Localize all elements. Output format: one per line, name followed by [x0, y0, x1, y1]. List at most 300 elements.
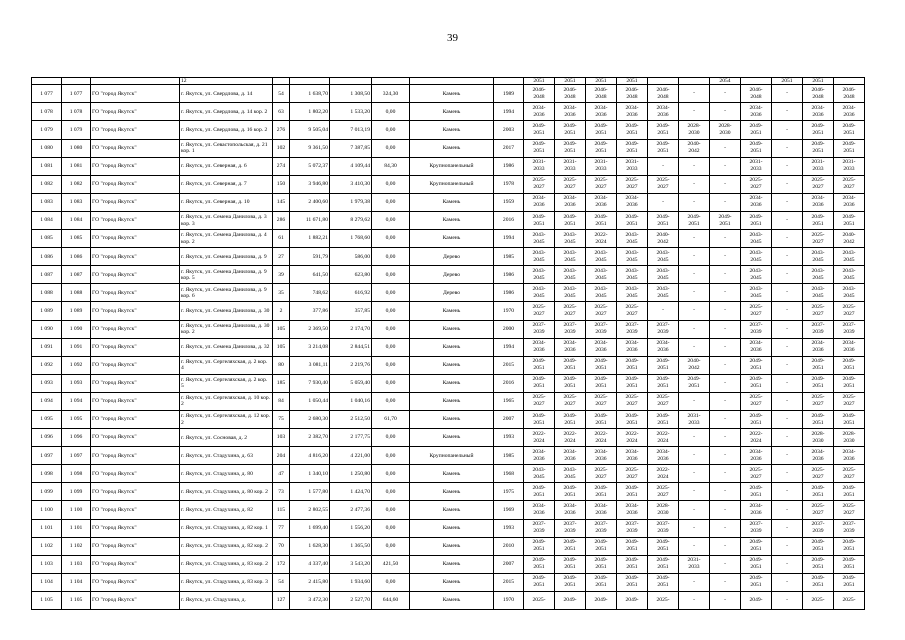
- municipality-cell: ГО "город Якутск": [91, 392, 180, 410]
- repair-period-cell: 2049- 2051: [586, 483, 617, 501]
- total-area-cell: 1 802,20: [290, 103, 330, 121]
- total-area-cell: 3 214,08: [290, 338, 330, 356]
- repair-period-cell: 2049- 2051: [803, 410, 834, 428]
- living-area-cell: 3 543,20: [330, 555, 372, 573]
- residents-cell: 77: [273, 519, 290, 537]
- repair-period-cell: 2049- 2051: [834, 410, 865, 428]
- object-number-cell: 1 078: [62, 103, 91, 121]
- row-number-cell: 1 103: [32, 555, 62, 573]
- build-year-cell: 1985: [494, 447, 524, 465]
- wall-material-cell: Камень: [410, 338, 494, 356]
- repair-period-cell: -: [772, 85, 803, 103]
- repair-period-cell: 2025-: [648, 591, 679, 609]
- repair-period-cell: 2025- 2027: [834, 175, 865, 193]
- nonliving-area-cell: 0,00: [372, 266, 410, 284]
- repair-period-cell: -: [772, 302, 803, 320]
- repair-period-cell: 2034- 2036: [648, 103, 679, 121]
- wall-material-cell: Камень: [410, 374, 494, 392]
- repair-period-cell: -: [710, 193, 741, 211]
- municipality-cell: ГО "город Якутск": [91, 302, 180, 320]
- municipality-cell: ГО "город Якутск": [91, 429, 180, 447]
- repair-period-cell: 2043- 2045: [617, 248, 648, 266]
- living-area-cell: 1 979,38: [330, 193, 372, 211]
- repair-period-cell: 2034- 2036: [741, 338, 772, 356]
- living-area-cell: 1 934,60: [330, 573, 372, 591]
- living-area-cell: 2 174,70: [330, 320, 372, 338]
- table-row: [32, 193, 865, 211]
- repair-period-cell: 2025- 2027: [834, 501, 865, 519]
- residents-cell: 103: [273, 429, 290, 447]
- living-area-cell: 2 477,36: [330, 501, 372, 519]
- repair-period-cell: 2034- 2036: [555, 501, 586, 519]
- repair-period-cell: 2049- 2051: [803, 555, 834, 573]
- residents-cell: 35: [273, 284, 290, 302]
- repair-period-cell: -: [679, 501, 710, 519]
- repair-period-cell: 2031- 2033: [679, 410, 710, 428]
- repair-period-cell: 2043- 2045: [741, 284, 772, 302]
- row-number-cell: 1 078: [32, 103, 62, 121]
- repair-period-cell: 2043- 2045: [586, 248, 617, 266]
- repair-period-cell: 2037- 2039: [741, 519, 772, 537]
- object-number-cell: 1 105: [62, 591, 91, 609]
- repair-period-cell: 2037- 2039: [524, 320, 555, 338]
- repair-period-cell: 2049- 2051: [648, 121, 679, 139]
- table-row: [32, 374, 865, 392]
- repair-period-cell: 2040- 2042: [679, 139, 710, 157]
- residents-cell: 27: [273, 248, 290, 266]
- repair-period-cell: 2049- 2051: [648, 410, 679, 428]
- repair-period-cell: 2034- 2036: [617, 338, 648, 356]
- total-area-cell: 1 340,10: [290, 465, 330, 483]
- object-number-cell: 1 087: [62, 266, 91, 284]
- wall-material-cell: Камень: [410, 103, 494, 121]
- repair-period-cell: 2025- 2027: [741, 302, 772, 320]
- repair-period-cell: 2031- 2033: [679, 555, 710, 573]
- nonliving-area-cell: 0,00: [372, 465, 410, 483]
- repair-period-cell: -: [679, 193, 710, 211]
- address-cell: г. Якутск, ул. Севастопольская, д. 21 кор. 1: [180, 139, 273, 157]
- repair-period-cell: 2034- 2036: [834, 447, 865, 465]
- repair-period-cell: -: [772, 537, 803, 555]
- repair-period-cell: -: [679, 284, 710, 302]
- repair-period-cell: 2025- 2027: [524, 392, 555, 410]
- repair-period-cell: 2037- 2039: [803, 320, 834, 338]
- address-cell: г. Якутск, ул. Стадухина, д.: [180, 591, 273, 609]
- repair-period-cell: 2043- 2045: [834, 266, 865, 284]
- address-cell: г. Якутск, ул. Свердлова, д. 14 кор. 2: [180, 103, 273, 121]
- repair-period-cell: 2049- 2051: [586, 537, 617, 555]
- object-number-cell: 1 104: [62, 573, 91, 591]
- repair-period-cell: 2046- 2048: [834, 85, 865, 103]
- municipality-cell: ГО "город Якутск": [91, 85, 180, 103]
- row-number-cell: 1 088: [32, 284, 62, 302]
- year-cell: [741, 78, 772, 85]
- repair-period-cell: 2031- 2033: [741, 157, 772, 175]
- repair-period-cell: 2049- 2051: [803, 573, 834, 591]
- repair-period-cell: 2049- 2051: [648, 537, 679, 555]
- table-row: [32, 175, 865, 193]
- build-year-cell: 1965: [494, 392, 524, 410]
- table-row: [32, 410, 865, 428]
- repair-period-cell: 2049- 2051: [524, 573, 555, 591]
- row-number-cell: 1 098: [32, 465, 62, 483]
- municipality-cell: ГО "город Якутск": [91, 139, 180, 157]
- repair-period-cell: -: [772, 483, 803, 501]
- table-row: [32, 157, 865, 175]
- build-year-cell: 1985: [494, 248, 524, 266]
- municipality-cell: ГО "город Якутск": [91, 175, 180, 193]
- build-year-cell: 2010: [494, 537, 524, 555]
- table-row: [32, 465, 865, 483]
- repair-period-cell: 2025- 2027: [803, 501, 834, 519]
- repair-period-cell: 2031- 2033: [586, 157, 617, 175]
- wall-material-cell: Дерево: [410, 248, 494, 266]
- address-cell: г. Якутск, ул. Сергеляхская, д. 12 кор. 2: [180, 410, 273, 428]
- repair-period-cell: -: [679, 573, 710, 591]
- residents-cell: 39: [273, 266, 290, 284]
- repair-period-cell: -: [772, 211, 803, 229]
- repair-period-cell: 2034- 2036: [803, 193, 834, 211]
- living-area-cell: 357,85: [330, 302, 372, 320]
- repair-period-cell: -: [679, 248, 710, 266]
- residents-cell: 61: [273, 230, 290, 248]
- repair-period-cell: 2040- 2042: [679, 356, 710, 374]
- repair-period-cell: 2034- 2036: [803, 447, 834, 465]
- repair-period-cell: 2043- 2045: [524, 248, 555, 266]
- repair-period-cell: 2049- 2051: [617, 483, 648, 501]
- build-year-cell: 1986: [494, 266, 524, 284]
- municipality-cell: ГО "город Якутск": [91, 121, 180, 139]
- row-number-cell: 1 092: [32, 356, 62, 374]
- table-row: [32, 519, 865, 537]
- address-cell: г. Якутск, ул. Стадухина, д. 83 кор. 3: [180, 573, 273, 591]
- repair-period-cell: 2025- 2027: [617, 392, 648, 410]
- residents-cell: 102: [273, 139, 290, 157]
- nonliving-area-cell: 324,30: [372, 85, 410, 103]
- repair-period-cell: 2031- 2033: [524, 157, 555, 175]
- total-area-cell: 9 505,04: [290, 121, 330, 139]
- address-cell: г. Якутск, ул. Семена Данилова, д. 32: [180, 338, 273, 356]
- repair-period-cell: 2049-: [617, 591, 648, 609]
- build-year-cell: 2017: [494, 139, 524, 157]
- repair-period-cell: 2049- 2051: [648, 374, 679, 392]
- build-year-cell: 2016: [494, 374, 524, 392]
- repair-period-cell: 2043- 2045: [741, 266, 772, 284]
- repair-period-cell: 2046- 2048: [803, 85, 834, 103]
- nonliving-area-cell: 0,00: [372, 374, 410, 392]
- repair-period-cell: -: [710, 266, 741, 284]
- repair-period-cell: -: [772, 248, 803, 266]
- repair-period-cell: 2028- 2030: [679, 121, 710, 139]
- repair-period-cell: 2049- 2051: [617, 139, 648, 157]
- row-number-cell: 1 086: [32, 248, 62, 266]
- repair-period-cell: -: [772, 356, 803, 374]
- repair-period-cell: 2049- 2051: [555, 555, 586, 573]
- repair-period-cell: 2046- 2048: [524, 85, 555, 103]
- repair-period-cell: 2034- 2036: [555, 447, 586, 465]
- build-year-cell: 2015: [494, 356, 524, 374]
- repair-period-cell: 2034- 2036: [803, 338, 834, 356]
- total-area-cell: 3 081,11: [290, 356, 330, 374]
- wall-material-cell: Камень: [410, 121, 494, 139]
- repair-period-cell: 2037- 2039: [617, 519, 648, 537]
- living-area-cell: 2 844,51: [330, 338, 372, 356]
- repair-period-cell: 2049- 2051: [586, 121, 617, 139]
- total-area-cell: 2 680,30: [290, 410, 330, 428]
- table-row: [32, 591, 865, 609]
- repair-period-cell: -: [772, 284, 803, 302]
- repair-period-cell: 2043- 2045: [741, 248, 772, 266]
- repair-period-cell: -: [648, 193, 679, 211]
- nonliving-area-cell: 421,50: [372, 555, 410, 573]
- repair-period-cell: -: [772, 103, 803, 121]
- repair-period-cell: 2034- 2036: [741, 103, 772, 121]
- repair-period-cell: 2025- 2027: [648, 392, 679, 410]
- municipality-cell: ГО "город Якутск": [91, 465, 180, 483]
- build-year-cell: 2015: [494, 573, 524, 591]
- repair-period-cell: 2049- 2051: [586, 211, 617, 229]
- total-area-cell: 3 946,80: [290, 175, 330, 193]
- repair-period-cell: 2049- 2051: [648, 139, 679, 157]
- repair-period-cell: 2037- 2039: [586, 519, 617, 537]
- nonliving-area-cell: 0,00: [372, 193, 410, 211]
- row-number-cell: 1 093: [32, 374, 62, 392]
- address-cell: г. Якутск, ул. Стадухина, д. 80 кор. 2: [180, 483, 273, 501]
- repair-period-cell: 2034- 2036: [586, 338, 617, 356]
- repair-period-cell: 2034- 2036: [555, 103, 586, 121]
- repair-period-cell: 2037- 2039: [617, 320, 648, 338]
- repair-period-cell: 2025- 2027: [803, 392, 834, 410]
- repair-period-cell: 2049- 2051: [617, 211, 648, 229]
- repair-period-cell: -: [679, 429, 710, 447]
- repair-period-cell: 2025- 2027: [586, 302, 617, 320]
- wall-material-cell: Камень: [410, 410, 494, 428]
- repair-period-cell: -: [772, 193, 803, 211]
- nonliving-area-cell: 0,00: [372, 429, 410, 447]
- object-number-cell: 1 083: [62, 193, 91, 211]
- repair-period-cell: -: [710, 573, 741, 591]
- repair-period-cell: 2049- 2051: [617, 121, 648, 139]
- build-year-cell: 2003: [494, 121, 524, 139]
- repair-period-cell: 2037- 2039: [834, 320, 865, 338]
- repair-period-cell: 2049- 2051: [834, 374, 865, 392]
- address-cell: г. Якутск, ул. Сергеляхская, д. 2 кор. 5: [180, 374, 273, 392]
- object-number-cell: 1 098: [62, 465, 91, 483]
- repair-period-cell: 2037- 2039: [648, 320, 679, 338]
- living-area-cell: 623,80: [330, 266, 372, 284]
- wall-material-cell: Камень: [410, 483, 494, 501]
- repair-period-cell: -: [679, 537, 710, 555]
- total-area-cell: 1 699,40: [290, 519, 330, 537]
- repair-period-cell: 2049- 2051: [555, 483, 586, 501]
- repair-period-cell: 2043- 2045: [834, 248, 865, 266]
- living-area-cell: 2 527,70: [330, 591, 372, 609]
- nonliving-area-cell: 0,00: [372, 392, 410, 410]
- wall-material-cell: Крупнопанельный: [410, 447, 494, 465]
- repair-period-cell: 2049- 2051: [834, 356, 865, 374]
- row-number-cell: 1 102: [32, 537, 62, 555]
- residents-cell: 127: [273, 591, 290, 609]
- repair-period-cell: -: [648, 302, 679, 320]
- table-row: [32, 266, 865, 284]
- table-row: [32, 537, 865, 555]
- repair-period-cell: 2043- 2045: [648, 284, 679, 302]
- repair-period-cell: 2043- 2045: [524, 230, 555, 248]
- address-cell: г. Якутск, ул. Семена Данилова, д. 4 кор. 2: [180, 230, 273, 248]
- nonliving-area-cell: 0,00: [372, 483, 410, 501]
- repair-period-cell: 2049- 2051: [741, 537, 772, 555]
- nonliving-area-cell: 0,00: [372, 501, 410, 519]
- row-number-cell: 1 090: [32, 320, 62, 338]
- repair-period-cell: 2043- 2045: [803, 284, 834, 302]
- repair-period-cell: 2049-: [555, 591, 586, 609]
- row-number-cell: 1 077: [32, 85, 62, 103]
- repair-period-cell: 2049- 2051: [803, 139, 834, 157]
- repair-period-cell: 2049- 2051: [617, 374, 648, 392]
- repair-period-cell: 2043- 2045: [555, 284, 586, 302]
- repair-period-cell: 2025- 2027: [741, 392, 772, 410]
- repair-period-cell: 2049- 2051: [834, 537, 865, 555]
- total-area-cell: 5 072,37: [290, 157, 330, 175]
- residents-cell: 54: [273, 85, 290, 103]
- repair-period-cell: 2037- 2039: [524, 519, 555, 537]
- address-cell: г. Якутск, ул. Семена Данилова, д. 9 кор. 6: [180, 284, 273, 302]
- object-number-cell: 1 103: [62, 555, 91, 573]
- nonliving-area-cell: 0,00: [372, 519, 410, 537]
- repair-period-cell: -: [772, 139, 803, 157]
- repair-period-cell: 2037- 2039: [555, 320, 586, 338]
- repair-period-cell: 2034- 2036: [741, 501, 772, 519]
- repair-period-cell: -: [679, 266, 710, 284]
- living-area-cell: 586,00: [330, 248, 372, 266]
- wall-material-cell: Камень: [410, 519, 494, 537]
- repair-period-cell: 2040- 2042: [648, 230, 679, 248]
- repair-period-cell: 2028- 2030: [648, 501, 679, 519]
- repair-period-cell: 2049-: [741, 591, 772, 609]
- municipality-cell: ГО "город Якутск": [91, 338, 180, 356]
- total-area-cell: 11 671,80: [290, 211, 330, 229]
- total-area-cell: 4 816,20: [290, 447, 330, 465]
- build-year-cell: 1994: [494, 103, 524, 121]
- repair-period-cell: 2025- 2027: [834, 392, 865, 410]
- repair-period-cell: -: [710, 447, 741, 465]
- total-area-cell: 2 400,60: [290, 193, 330, 211]
- row-number-cell: 1 091: [32, 338, 62, 356]
- residents-cell: 204: [273, 447, 290, 465]
- repair-period-cell: -: [710, 465, 741, 483]
- repair-period-cell: 2043- 2045: [617, 284, 648, 302]
- table-row: [32, 392, 865, 410]
- build-year-cell: 1994: [494, 338, 524, 356]
- address-cell: г. Якутск, ул. Свердлова, д. 14: [180, 85, 273, 103]
- repair-period-cell: 2022- 2024: [586, 230, 617, 248]
- repair-period-cell: 2049- 2051: [834, 121, 865, 139]
- build-year-cell: 1969: [494, 501, 524, 519]
- repair-period-cell: 2049- 2051: [524, 121, 555, 139]
- repair-period-cell: -: [772, 447, 803, 465]
- housing-register-table: [31, 77, 865, 610]
- repair-period-cell: 2025- 2027: [803, 302, 834, 320]
- repair-period-cell: 2049-: [586, 591, 617, 609]
- repair-period-cell: 2025- 2027: [586, 392, 617, 410]
- repair-period-cell: -: [679, 447, 710, 465]
- repair-period-cell: 2049- 2051: [524, 211, 555, 229]
- repair-period-cell: 2025- 2027: [524, 302, 555, 320]
- repair-period-cell: 2049- 2051: [710, 211, 741, 229]
- repair-period-cell: 2034- 2036: [648, 447, 679, 465]
- repair-period-cell: -: [679, 465, 710, 483]
- repair-period-cell: 2043- 2045: [555, 266, 586, 284]
- year-cell: 2051: [772, 78, 803, 85]
- repair-period-cell: -: [710, 356, 741, 374]
- repair-period-cell: 2034- 2036: [586, 103, 617, 121]
- repair-period-cell: 2049- 2051: [555, 410, 586, 428]
- table-row: [32, 573, 865, 591]
- living-area-cell: 4 109,44: [330, 157, 372, 175]
- build-year-cell: 2007: [494, 555, 524, 573]
- repair-period-cell: -: [772, 429, 803, 447]
- repair-period-cell: 2049- 2051: [741, 573, 772, 591]
- repair-period-cell: 2025- 2027: [741, 175, 772, 193]
- wall-material-cell: Камень: [410, 230, 494, 248]
- repair-period-cell: 2049- 2051: [803, 374, 834, 392]
- page-number: 39: [447, 32, 458, 44]
- row-number-cell: 1 087: [32, 266, 62, 284]
- repair-period-cell: -: [772, 501, 803, 519]
- repair-period-cell: 2022- 2024: [586, 429, 617, 447]
- repair-period-cell: 2043- 2045: [648, 248, 679, 266]
- repair-period-cell: 2025- 2027: [741, 465, 772, 483]
- row-number-cell: 1 101: [32, 519, 62, 537]
- address-cell: 12: [180, 78, 273, 85]
- repair-period-cell: -: [710, 230, 741, 248]
- wall-material-cell: Дерево: [410, 284, 494, 302]
- nonliving-area-cell: 0,00: [372, 230, 410, 248]
- row-number-cell: 1 104: [32, 573, 62, 591]
- repair-period-cell: 2049- 2051: [555, 374, 586, 392]
- repair-period-cell: 2022- 2024: [524, 429, 555, 447]
- repair-period-cell: 2043- 2045: [555, 465, 586, 483]
- municipality-cell: ГО "город Якутск": [91, 211, 180, 229]
- repair-period-cell: 2043- 2045: [555, 248, 586, 266]
- repair-period-cell: 2049- 2051: [555, 356, 586, 374]
- wall-material-cell: Камень: [410, 429, 494, 447]
- repair-period-cell: 2025- 2027: [617, 175, 648, 193]
- repair-period-cell: 2049- 2051: [617, 537, 648, 555]
- repair-period-cell: 2025- 2027: [803, 465, 834, 483]
- residents-cell: 73: [273, 483, 290, 501]
- total-area-cell: 2 415,80: [290, 573, 330, 591]
- living-area-cell: 7 387,85: [330, 139, 372, 157]
- repair-period-cell: 2043- 2045: [617, 266, 648, 284]
- repair-period-cell: 2049- 2051: [741, 483, 772, 501]
- living-area-cell: 1 556,20: [330, 519, 372, 537]
- repair-period-cell: 2049- 2051: [617, 356, 648, 374]
- build-year-cell: 1986: [494, 284, 524, 302]
- table-row: [32, 103, 865, 121]
- row-number-cell: 1 082: [32, 175, 62, 193]
- repair-period-cell: 2049- 2051: [648, 573, 679, 591]
- repair-period-cell: 2049- 2051: [555, 537, 586, 555]
- residents-cell: 276: [273, 121, 290, 139]
- object-number-cell: 1 099: [62, 483, 91, 501]
- row-number-cell: 1 099: [32, 483, 62, 501]
- repair-period-cell: 2022- 2024: [555, 429, 586, 447]
- living-area-cell: 1 250,80: [330, 465, 372, 483]
- address-cell: г. Якутск, ул. Сосновая, д. 2: [180, 429, 273, 447]
- table-row: [32, 284, 865, 302]
- nonliving-area-cell: 0,00: [372, 447, 410, 465]
